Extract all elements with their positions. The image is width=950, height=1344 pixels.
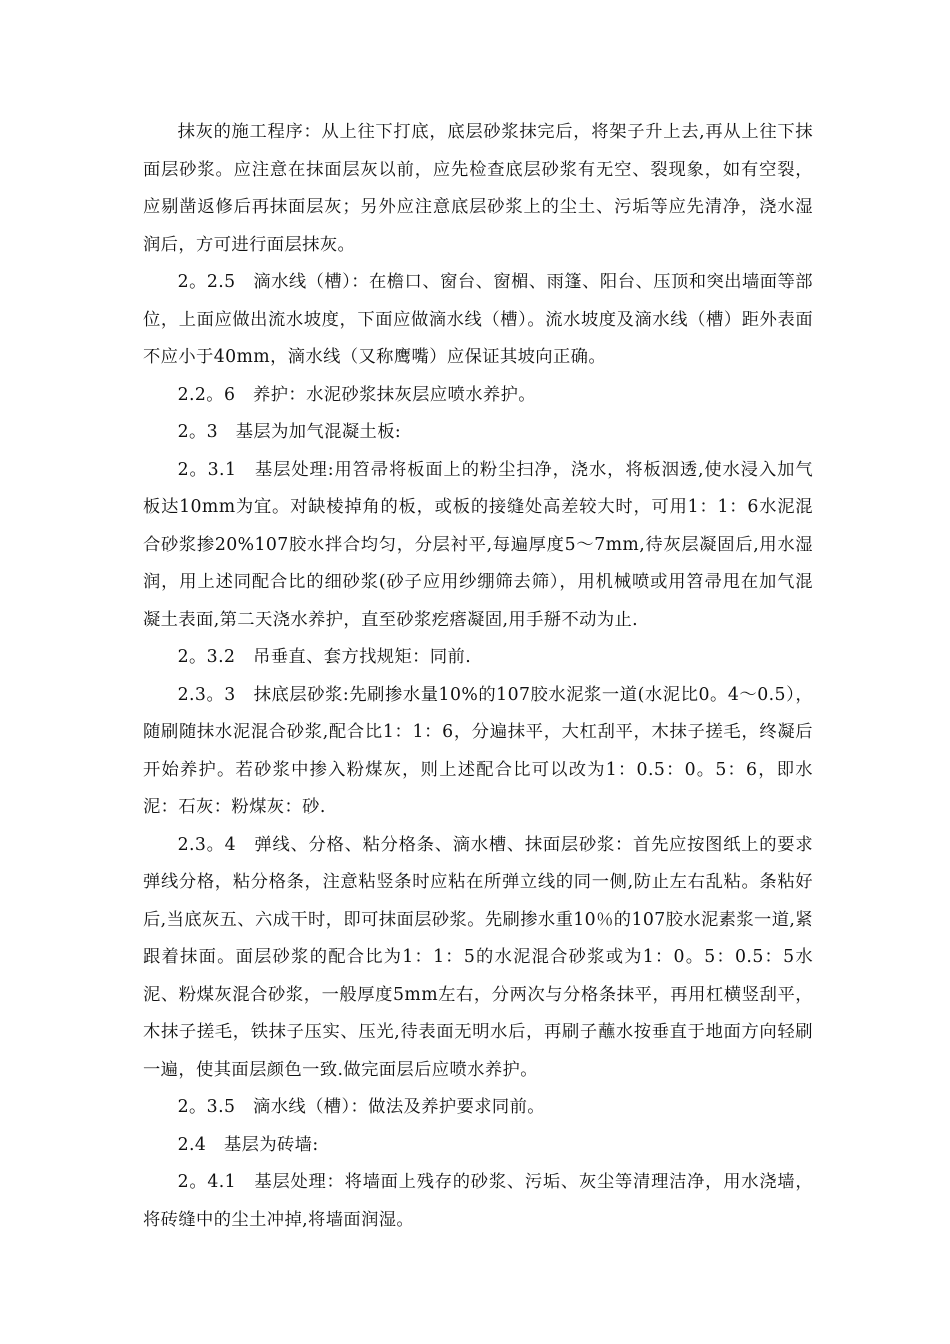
paragraph-2-4-heading: 2.4 基层为砖墙: [177, 1134, 319, 1155]
document-body [143, 114, 813, 1239]
paragraph-2-3-5-drip-line: 2。3.5 滴水线（槽）：做法及养护要求同前。 [177, 1097, 545, 1117]
paragraph-2-3-2-plumb: 2。3.2 吊垂直、套方找规矩：同前. [177, 647, 472, 667]
paragraph-2-3-heading: 2。3 基层为加气混凝土板: [177, 422, 402, 442]
paragraph-2-2-5-drip-line: 2。2.5 滴水线（槽）：在檐口、窗台、窗楣、雨篷、阳台、压顶和突出墙面等部位，上面应做出流水坡度，下面应做滴水线（槽）。流水坡度及滴水线（槽）距外表面不应小于40mm，滴水线（又称鹰嘴）应保证其坡向正确。 [143, 272, 813, 367]
paragraph-2-4-1-base-treatment: 2。4.1 基层处理：将墙面上残存的砂浆、污垢、灰尘等清理洁净，用水浇墙，将砖缝中的尘土冲掉,将墙面润湿。 [143, 1172, 813, 1230]
paragraph-2-3-4-surface-mortar: 2.3。4 弹线、分格、粘分格条、滴水槽、抹面层砂浆：首先应按图纸上的要求弹线分格，粘分格条，注意粘竖条时应粘在所弹立线的同一侧,防止左右乱粘。条粘好后,当底灰五、六成干时，即可抹面层砂浆。先刷掺水重10％的107胶水泥素浆一道,紧跟着抹面。面层砂浆的配合比为1：1：5的水泥混合砂浆或为1：0。5：0.5：5水泥、粉煤灰混合砂浆，一般厚度5mm左右，分两次与分格条抹平，再用杠横竖刮平，木抹子搓毛，铁抹子压实、压光,待表面无明水后，再刷子蘸水按垂直于地面方向轻刷一遍，使其面层颜色一致.做完面层后应喷水养护。 [143, 834, 813, 1080]
paragraph-2-2-6-curing: 2.2。6 养护：水泥砂浆抹灰层应喷水养护。 [177, 384, 536, 405]
paragraph-2-3-1-base-treatment: 2。3.1 基层处理:用笤帚将板面上的粉尘扫净，浇水，将板洇透,使水浸入加气板达10mm为宜。对缺棱掉角的板，或板的接缝处高差较大时，可用1：1：6水泥混合砂浆掺20%107胶水拌合均匀，分层衬平,每遍厚度5～7mm,待灰层凝固后,用水湿润，用上述同配合比的细砂浆(砂子应用纱绷筛去筛），用机械喷或用笤帚甩在加气混凝土表面,第二天浇水养护，直至砂浆疙瘩凝固,用手掰不动为止. [143, 459, 813, 630]
paragraph-plastering-procedure: 抹灰的施工程序：从上往下打底，底层砂浆抹完后，将架子升上去,再从上往下抹面层砂浆。应注意在抹面层灰以前，应先检查底层砂浆有无空、裂现象，如有空裂，应剔凿返修后再抹面层灰；另外应注意底层砂浆上的尘土、污垢等应先清净，浇水湿润后，方可进行面层抹灰。 [143, 122, 813, 255]
paragraph-2-3-3-base-mortar: 2.3。3 抹底层砂浆:先刷掺水量10%的107胶水泥浆一道(水泥比0。4～0.5），随刷随抹水泥混合砂浆,配合比1：1：6，分遍抹平，大杠刮平，木抹子搓毛，终凝后开始养护。若砂浆中掺入粉煤灰，则上述配合比可以改为1：0.5：0。5：6，即水泥：石灰：粉煤灰：砂. [143, 684, 813, 817]
